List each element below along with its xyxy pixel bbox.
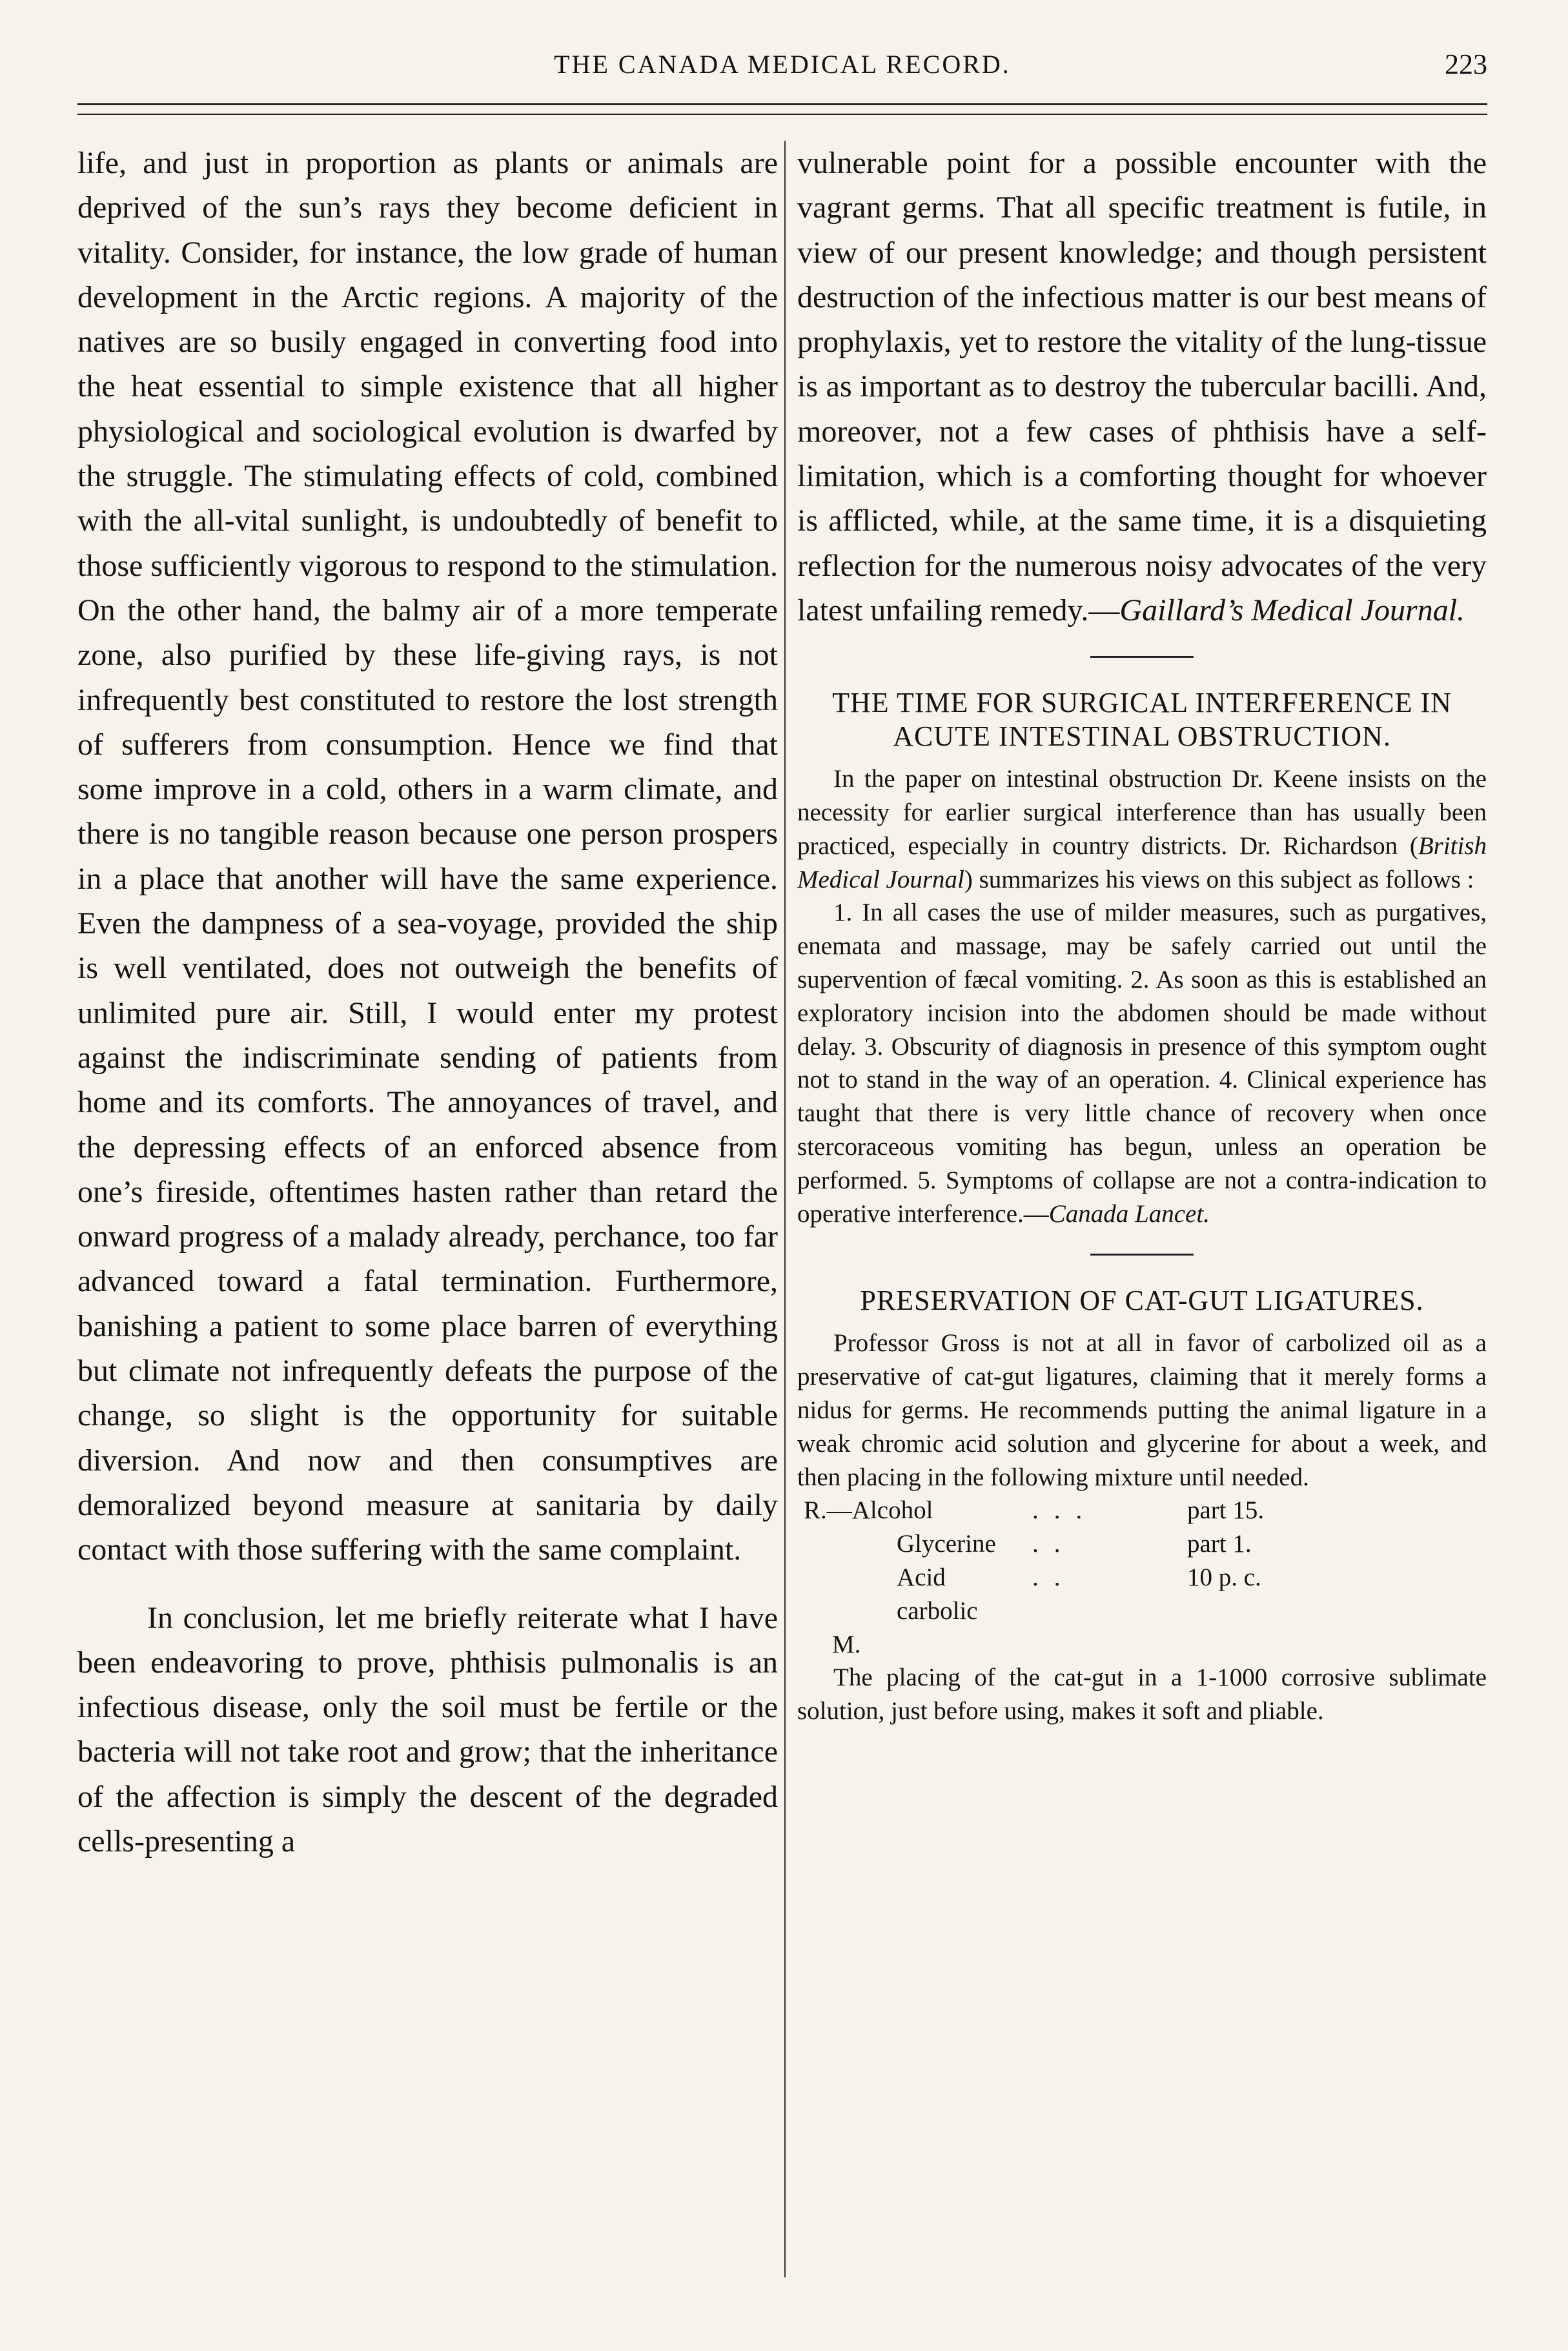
right-column bbox=[797, 141, 1487, 2290]
recipe-sign: M. bbox=[832, 1630, 861, 1658]
body-paragraph: life, and just in proportion as plants or animals are deprived of the sun’s rays they become deficient in vitality. Consider, for instance, the low grade of human development in the Arctic regions. A majority of the natives are so busily engaged in converting food into the heat essential to simple existence that all higher physiological and sociological evolution is dwarfed by the struggle. The stimulating effects of cold, combined with the all-vital sunlight, is undoubtedly of benefit to those sufficiently vigorous to respond to the stimulation. On the other hand, the balmy air of a more temperate zone, also purified by these life-giving rays, is not infrequently best constituted to restore the lost strength of sufferers from consumption. Hence we find that some improve in a cold, others in a warm climate, and there is no tangible reason because one person prospers in a place that another will have the same experience. Even the dampness of a sea-voyage, provided the ship is well ventilated, does not outweigh the benefits of unlimited pure air. Still, I would enter my protest against the indiscriminate sending of patients from home and its comforts. The annoyances of travel, and the depressing effects of an enforced absence from one’s fireside, oftentimes hasten rather than retard the onward progress of a malady already, perchance, too far advanced toward a fatal termination. Furthermore, banishing a patient to some place barren of everything but climate not infrequently defeats the purpose of the change, so slight is the opportunity for suitable diversion. And now and then consumptives are demoralized beyond measure at sanitaria by daily contact with those suffering with the same complaint. bbox=[77, 146, 778, 1567]
section-separator bbox=[1090, 1254, 1194, 1256]
article-heading: THE TIME FOR SURGICAL INTERFERENCE IN ACUTE INTESTINAL OBSTRUCTION. bbox=[832, 687, 1452, 753]
journal-title: THE CANADA MEDICAL RECORD. bbox=[554, 50, 1011, 79]
recipe-row bbox=[797, 1561, 1487, 1628]
ingredient-name: R.—Alcohol bbox=[804, 1496, 933, 1525]
article-paragraph: 1. In all cases the use of milder measures, such as purgatives, enemata and massage, may be safely carried out until the supervention of fæcal vomiting. 2. As soon as this is established an exploratory incision into the abdomen should be made without delay. 3. Obscurity of diagnosis in presence of this symptom ought not to stand in the way of an operation. 4. Clinical experience has taught that there is very little chance of recovery when once stercoraceous vomiting has begun, unless an operation be performed. 5. Symptoms of collapse are not a contra-indication to operative interference.—Canada Lancet. bbox=[797, 899, 1487, 1228]
continuation-paragraph bbox=[797, 141, 1487, 633]
column-divider bbox=[784, 141, 786, 2277]
left-column bbox=[77, 141, 778, 2290]
article-paragraph: In the paper on intestinal obstruction Dr. Keene insists on the necessity for earlier surgical interference than has usually been practiced, especially in country districts. Dr. Richardson (British Medical Journal) summarizes his views on this subject as follows : bbox=[797, 765, 1487, 893]
article-body bbox=[797, 762, 1487, 1230]
article-paragraph: The placing of the cat-gut in a 1-1000 corrosive sublimate solution, just before using, makes it soft and pliable. bbox=[797, 1664, 1487, 1725]
article-heading: PRESERVATION OF CAT-GUT LIGATURES. bbox=[860, 1285, 1424, 1317]
ingredient-name: Acid carbolic bbox=[897, 1563, 978, 1625]
article-body bbox=[797, 1327, 1487, 1494]
leader-dots: .. bbox=[1032, 1530, 1076, 1558]
page-number: 223 bbox=[1445, 48, 1487, 80]
header-rule-thin bbox=[77, 114, 1487, 115]
leader-dots: ... bbox=[1032, 1496, 1098, 1525]
continuation-text: vulnerable point for a possible encounter with the vagrant germs. That all specific treatment is futile, in view of our present knowledge; and though persistent destruction of the infectious matter is our best means of prophylaxis, yet to restore the vitality of the lung-tissue is as important as to destroy the tubercular bacilli. And, moreover, not a few cases of phthisis have a self-limitation, which is a comforting thought for whoever is afflicted, while, at the same time, it is a disquieting reflection for the numerous noisy advocates of the very latest unfailing remedy.— bbox=[797, 146, 1487, 627]
running-header bbox=[77, 44, 1487, 83]
header-rule bbox=[77, 103, 1487, 105]
source-citation: Canada Lancet. bbox=[1048, 1199, 1210, 1228]
leader-dots: .. bbox=[1032, 1563, 1076, 1591]
body-paragraph: In conclusion, let me briefly reiterate what I have been endeavoring to prove, phthisis pulmonalis is an infectious disease, only the soil must be fertile or the bacteria will not take root and grow; that the inheritance of the affection is simply the descent of the degraded cells-presenting a bbox=[77, 1600, 778, 1858]
ingredient-amount: 10 p. c. bbox=[1187, 1563, 1261, 1591]
ingredient-amount: part 1. bbox=[1187, 1530, 1252, 1558]
article-body bbox=[797, 1661, 1487, 1728]
recipe-row bbox=[797, 1527, 1487, 1561]
article-paragraph: Professor Gross is not at all in favor of carbolized oil as a preservative of cat-gut ligatures, claiming that it merely forms a nidus for germs. He recommends putting the animal ligature in a weak chromic acid solution and glycerine for about a week, and then placing in the following mixture until needed. bbox=[797, 1329, 1487, 1491]
journal-citation: British Medical Journal bbox=[797, 831, 1487, 893]
ingredient-name: Glycerine bbox=[897, 1530, 996, 1558]
source-citation: Gaillard’s Medical Journal. bbox=[1119, 593, 1465, 627]
recipe-row bbox=[797, 1494, 1487, 1527]
recipe-table bbox=[797, 1494, 1487, 1627]
section-separator bbox=[1090, 656, 1194, 658]
ingredient-amount: part 15. bbox=[1187, 1496, 1265, 1525]
